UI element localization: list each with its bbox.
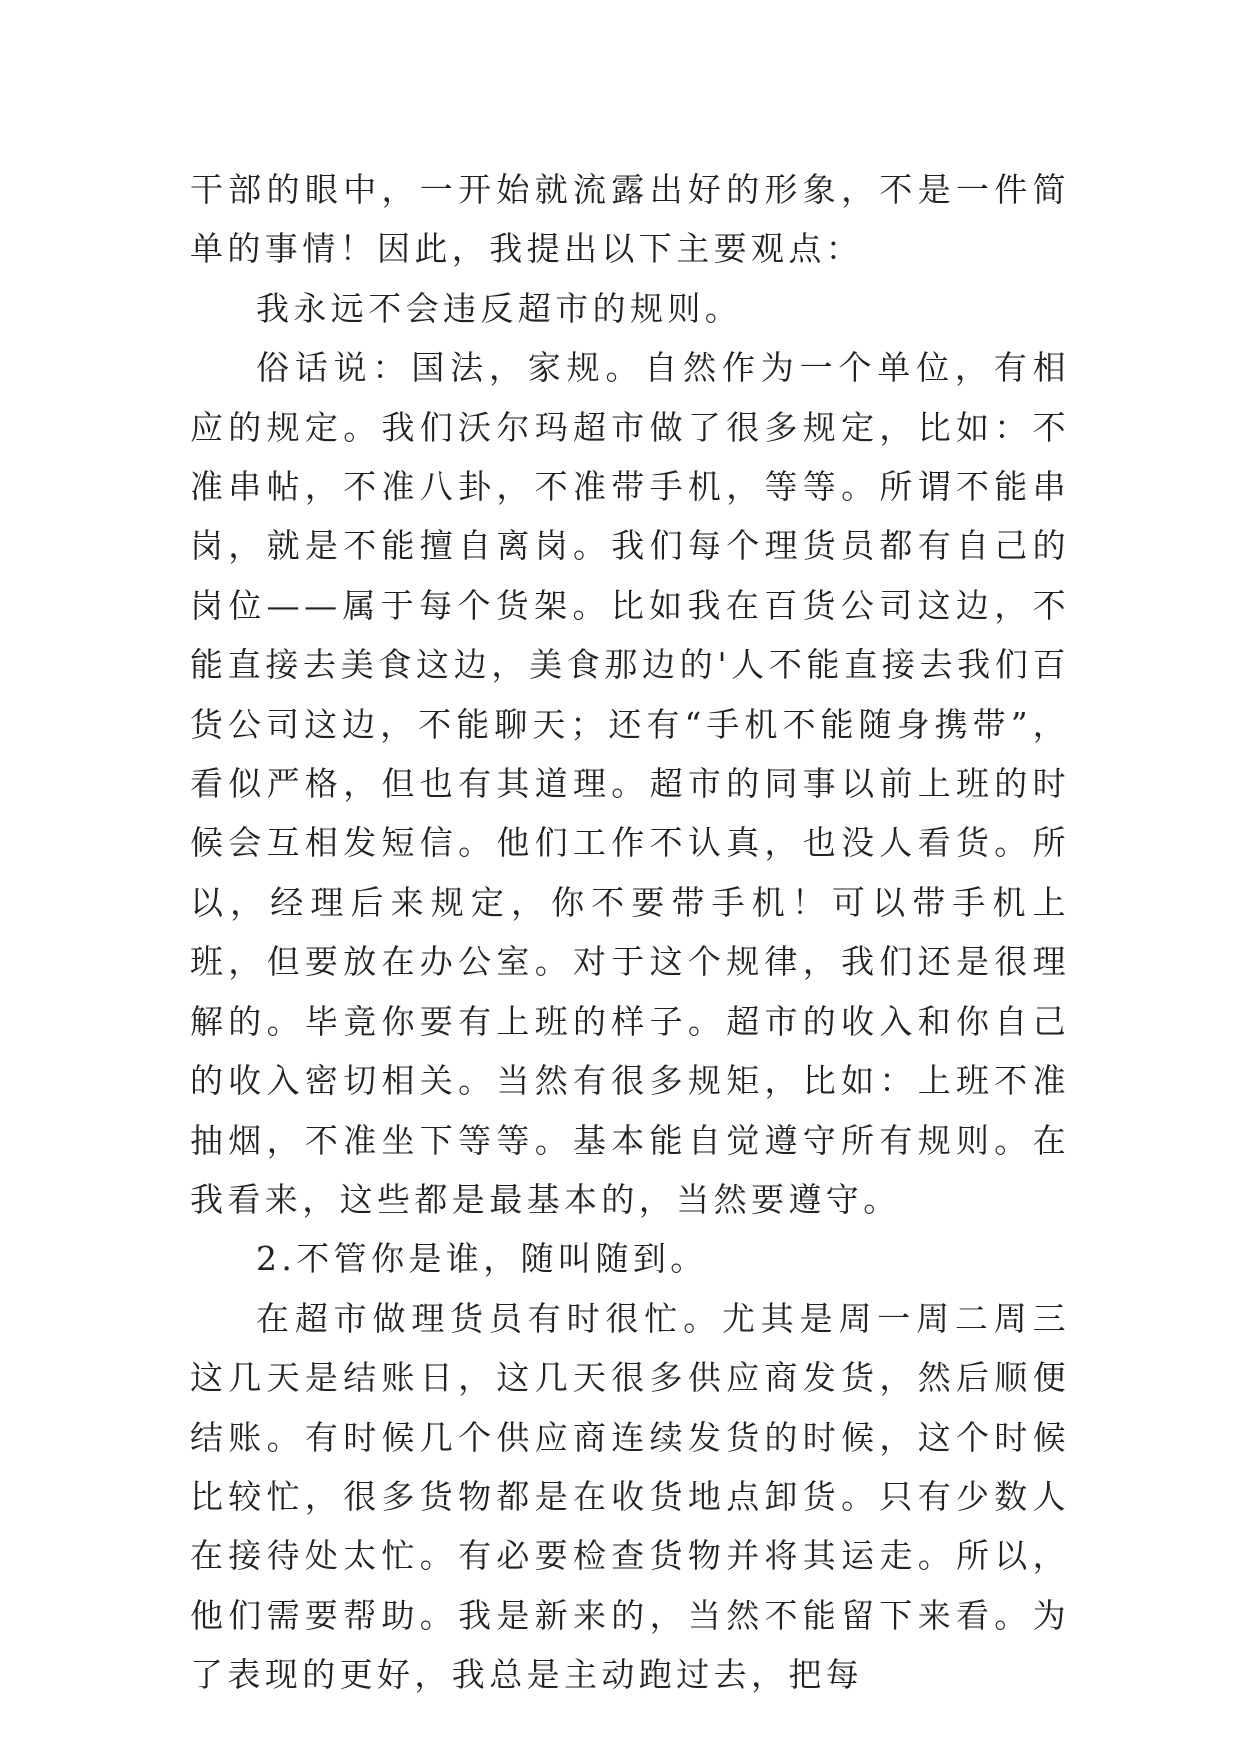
paragraph-3: 俗话说：国法，家规。自然作为一个单位，有相应的规定。我们沃尔玛超市做了很多规定，比如：不准串帖，不准八卦，不准带手机，等等。所谓不能串岗，就是不能擅自离岗。我们每个理货员都有自己的岗位——属于每个货架。比如我在百货公司这边，不能直接去美食这边，美食那边的'人不能直接去我们百货公司这边，不能聊天；还有“手机不能随身携带”，看似严格，但也有其道理。超市的同事以前上班的时候会互相发短信。他们工作不认真，也没人看货。所以，经理后来规定，你不要带手机！可以带手机上班，但要放在办公室。对于这个规律，我们还是很理解的。毕竟你要有上班的样子。超市的收入和你自己的收入密切相关。当然有很多规矩，比如：上班不准抽烟，不准坐下等等。基本能自觉遵守所有规则。在我看来，这些都是最基本的，当然要遵守。 bbox=[190, 348, 1070, 1219]
paragraph-5: 在超市做理货员有时很忙。尤其是周一周二周三这几天是结账日，这几天很多供应商发货，然后顺便结账。有时候几个供应商连续发货的时候，这个时候比较忙，很多货物都是在收货地点卸货。只有少数人在接待处太忙。有必要检查货物并将其运走。所以，他们需要帮助。我是新来的，当然不能留下来看。为了表现的更好，我总是主动跑过去，把每 bbox=[190, 1298, 1070, 1695]
paragraph-1: 干部的眼中，一开始就流露出好的形象，不是一件简单的事情！因此，我提出以下主要观点： bbox=[190, 170, 1070, 269]
paragraph-2: 我永远不会违反超市的规则。 bbox=[256, 288, 743, 328]
paragraph-4: 2.不管你是谁，随叫随到。 bbox=[256, 1239, 708, 1279]
document-body bbox=[190, 160, 1070, 1705]
